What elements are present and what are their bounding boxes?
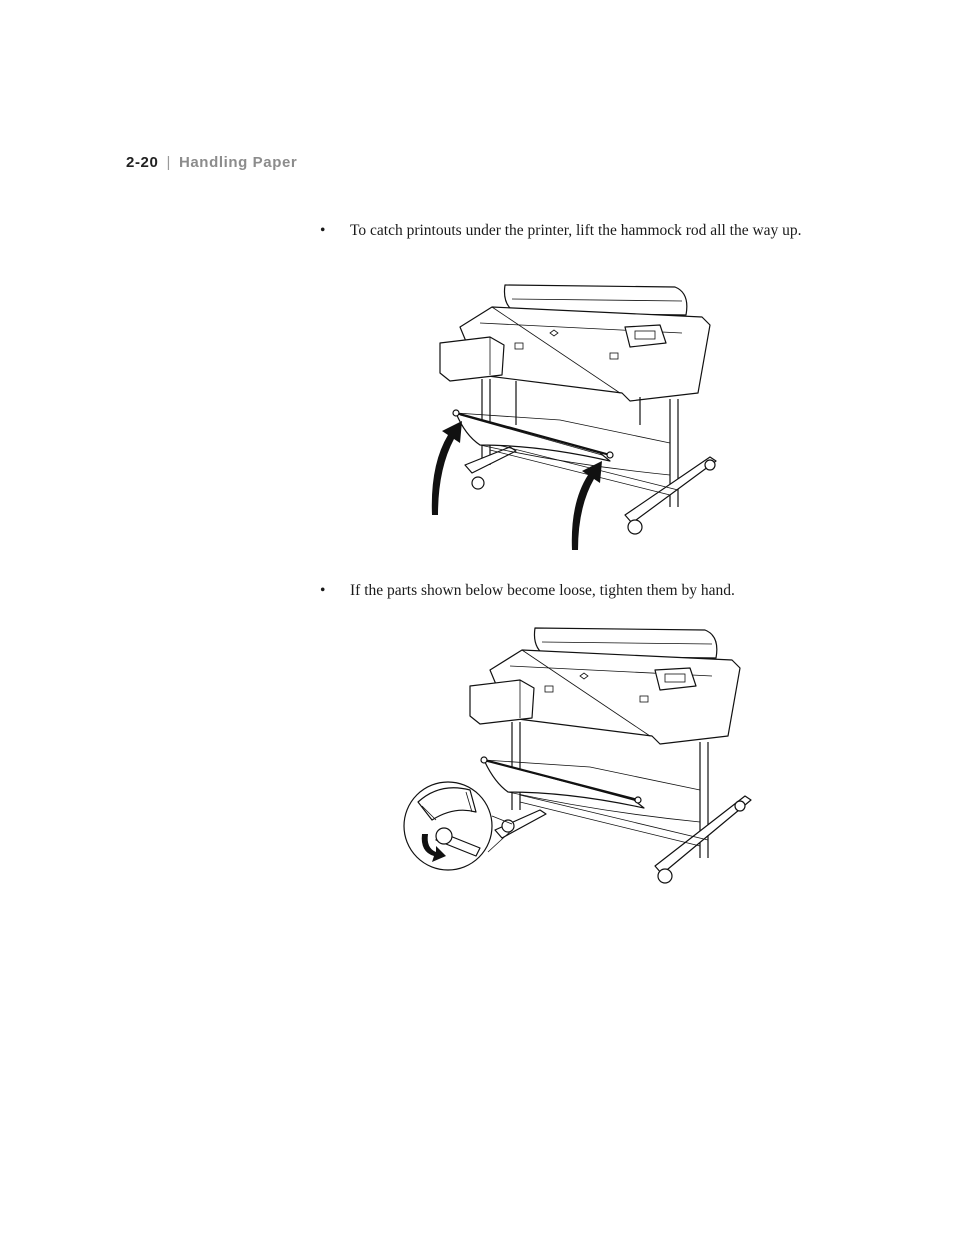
bullet-item-lift-hammock-rod bbox=[320, 220, 820, 241]
bullet-marker: • bbox=[320, 582, 326, 599]
bullet-item-tighten-parts bbox=[320, 580, 820, 601]
printer-body bbox=[440, 285, 710, 401]
running-header bbox=[126, 154, 297, 171]
printer-body bbox=[470, 628, 740, 744]
bullet-text: If the parts shown below become loose, tighten them by hand. bbox=[350, 582, 735, 599]
bullet-marker: • bbox=[320, 222, 326, 239]
section-title: Handling Paper bbox=[178, 154, 298, 171]
printer-hammock-lift-illustration bbox=[420, 275, 720, 555]
bullet-text: To catch printouts under the printer, lift the hammock rod all the way up. bbox=[350, 222, 802, 239]
header-separator: | bbox=[166, 154, 171, 171]
page-number: 2-20 bbox=[126, 154, 159, 171]
printer-tighten-knob-illustration bbox=[400, 620, 760, 890]
knob-magnifier-callout bbox=[404, 782, 512, 870]
up-arrow-left-icon bbox=[432, 421, 462, 515]
